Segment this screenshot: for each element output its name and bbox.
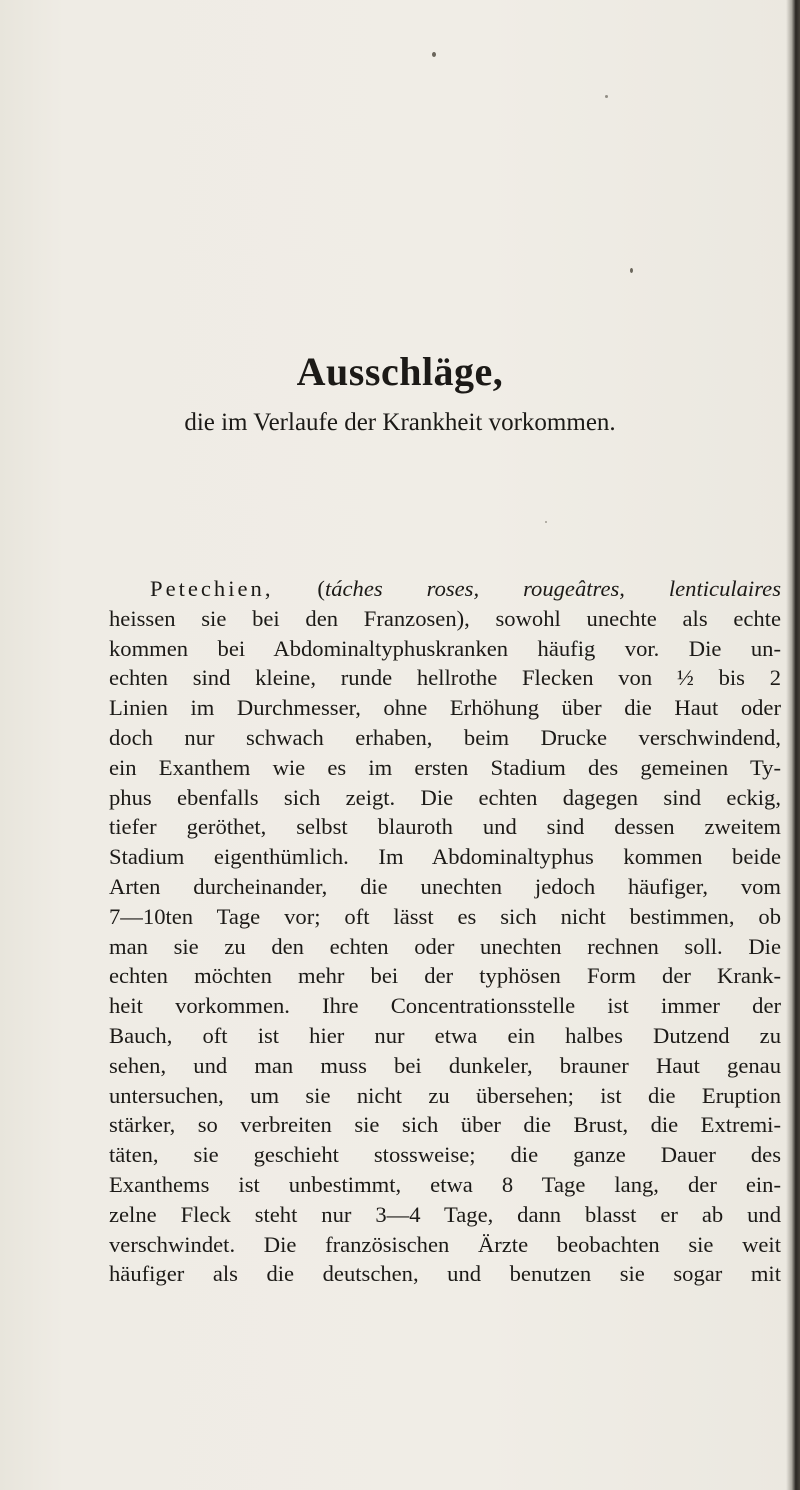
text-line: echten sind kleine, runde hellrothe Flecken von ½ bis 2 [109,665,781,691]
text-line: verschwindet. Die französischen Ärzte beobachten sie weit [109,1231,781,1257]
text-line: untersuchen, um sie nicht zu übersehen; ist die Eruption [109,1082,781,1108]
page-edge-shadow [786,0,800,1490]
lead-word: Petechien, [150,576,274,601]
text-line: Arten durcheinander, die unechten jedoch häufiger, vom [109,873,781,899]
lead-italic-terms: táches roses, rougeâtres, lenticulaires [324,576,781,601]
paper-speck [630,268,633,273]
text-line: Bauch, oft ist hier nur etwa ein halbes Dutzend zu [109,1022,781,1048]
text-line: Exanthems ist unbestimmt, etwa 8 Tage lang, der ein- [109,1171,781,1197]
text-line: echten möchten mehr bei der typhösen Form der Krank- [109,963,781,989]
text-line: doch nur schwach erhaben, beim Drucke verschwindend, [109,724,781,750]
text-line: phus ebenfalls sich zeigt. Die echten dagegen sind eckig, [109,784,781,810]
body-paragraph [109,574,781,1289]
text-line: 7—10ten Tage vor; oft lässt es sich nicht bestimmen, ob [109,903,781,929]
text-line: heit vorkommen. Ihre Concentrationsstelle ist immer der [109,993,781,1019]
section-subtitle: die im Verlaufe der Krankheit vorkommen. [184,409,616,436]
text-line: stärker, so verbreiten sie sich über die Brust, die Extremi- [109,1112,781,1138]
text-line: heissen sie bei den Franzosen), sowohl unechte als echte [109,605,781,631]
text-line: zelne Fleck steht nur 3—4 Tage, dann blasst er ab und [109,1201,781,1227]
text-line: sehen, und man muss bei dunkeler, brauner Haut genau [109,1052,781,1078]
section-title: Ausschläge, [296,349,504,394]
text-line: kommen bei Abdominaltyphuskranken häufig vor. Die un- [109,635,781,661]
paper-speck [432,52,436,57]
text-line: Linien im Durchmesser, ohne Erhöhung über die Haut oder [109,695,781,721]
text-line: Stadium eigenthümlich. Im Abdominaltyphus kommen beide [109,844,781,870]
text-line: täten, sie geschieht stossweise; die ganze Dauer des [109,1142,781,1168]
text-line: ein Exanthem wie es im ersten Stadium des gemeinen Ty- [109,754,781,780]
paper-speck [605,95,608,98]
text-line: tiefer geröthet, selbst blauroth und sind dessen zweitem [109,814,781,840]
text-line: häufiger als die deutschen, und benutzen sie sogar mit [109,1261,781,1287]
paragraph-first-line [109,574,781,604]
lead-paren: ( [273,576,325,601]
text-line: man sie zu den echten oder unechten rechnen soll. Die [109,933,781,959]
paper-speck [545,521,547,523]
